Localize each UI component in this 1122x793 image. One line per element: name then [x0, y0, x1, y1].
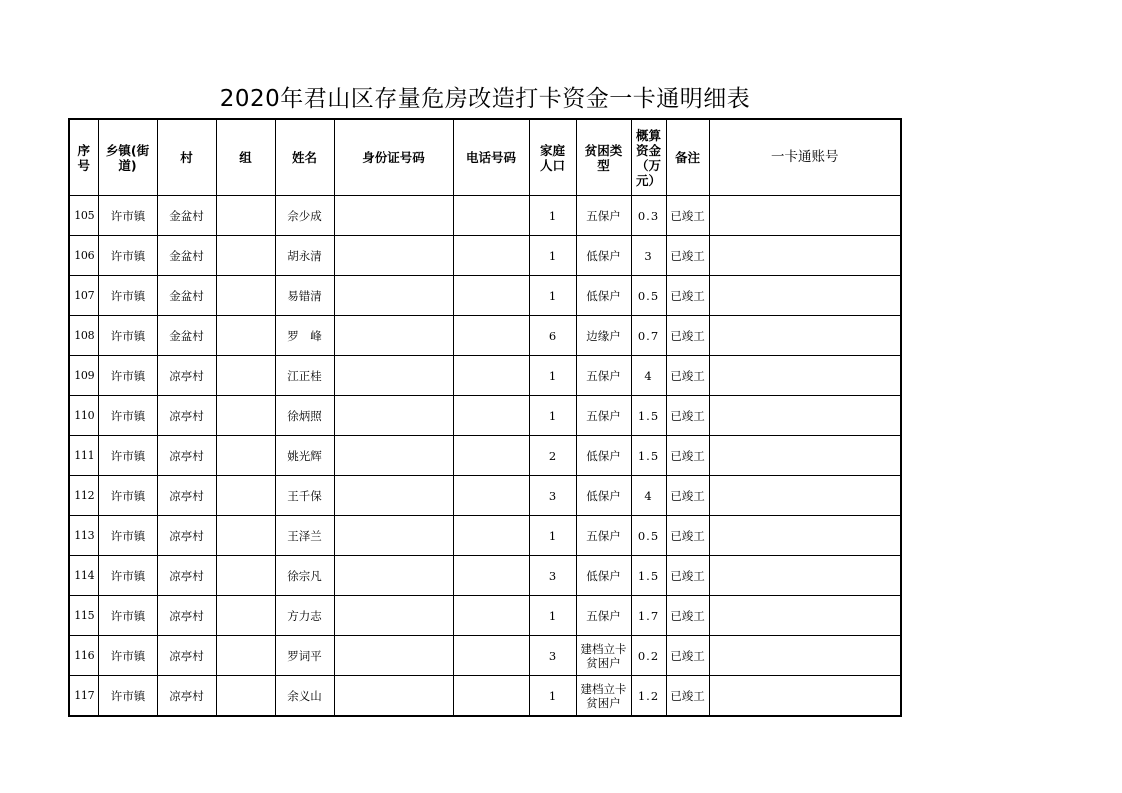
cell-village: 凉亭村 — [157, 516, 216, 556]
cell-name: 徐宗凡 — [275, 556, 334, 596]
cell-account — [709, 516, 901, 556]
cell-account — [709, 316, 901, 356]
cell-poverty-type: 五保户 — [576, 396, 631, 436]
cell-town: 许市镇 — [98, 636, 157, 676]
cell-account — [709, 356, 901, 396]
cell-account — [709, 676, 901, 717]
cell-village: 凉亭村 — [157, 436, 216, 476]
cell-town: 许市镇 — [98, 236, 157, 276]
cell-group — [216, 236, 275, 276]
table-row — [69, 396, 901, 436]
cell-poverty-type: 边缘户 — [576, 316, 631, 356]
cell-household: 3 — [529, 556, 576, 596]
cell-id-number — [334, 476, 453, 516]
table-row — [69, 636, 901, 676]
cell-id-number — [334, 276, 453, 316]
header-id-number: 身份证号码 — [334, 119, 453, 196]
cell-phone — [453, 676, 529, 717]
cell-fund: 1.7 — [631, 596, 666, 636]
cell-name: 余义山 — [275, 676, 334, 717]
cell-fund: 0.5 — [631, 516, 666, 556]
header-index: 序号 — [69, 119, 98, 196]
header-account: 一卡通账号 — [709, 119, 901, 196]
cell-index: 109 — [69, 356, 98, 396]
cell-household: 2 — [529, 436, 576, 476]
cell-town: 许市镇 — [98, 676, 157, 717]
cell-id-number — [334, 356, 453, 396]
cell-poverty-type: 五保户 — [576, 356, 631, 396]
cell-phone — [453, 476, 529, 516]
cell-account — [709, 476, 901, 516]
cell-phone — [453, 596, 529, 636]
cell-index: 113 — [69, 516, 98, 556]
cell-group — [216, 636, 275, 676]
cell-note: 已竣工 — [666, 236, 709, 276]
cell-household: 1 — [529, 596, 576, 636]
table-row — [69, 196, 901, 236]
cell-town: 许市镇 — [98, 396, 157, 436]
cell-village: 凉亭村 — [157, 676, 216, 717]
cell-poverty-type: 低保户 — [576, 436, 631, 476]
table-row — [69, 316, 901, 356]
cell-village: 凉亭村 — [157, 636, 216, 676]
cell-village: 金盆村 — [157, 276, 216, 316]
cell-household: 1 — [529, 516, 576, 556]
cell-account — [709, 596, 901, 636]
cell-poverty-type: 五保户 — [576, 196, 631, 236]
cell-group — [216, 596, 275, 636]
cell-index: 112 — [69, 476, 98, 516]
cell-account — [709, 396, 901, 436]
cell-town: 许市镇 — [98, 436, 157, 476]
cell-household: 1 — [529, 396, 576, 436]
cell-id-number — [334, 316, 453, 356]
cell-id-number — [334, 596, 453, 636]
header-row — [69, 119, 901, 196]
cell-poverty-type: 五保户 — [576, 516, 631, 556]
cell-household: 1 — [529, 236, 576, 276]
cell-town: 许市镇 — [98, 196, 157, 236]
cell-id-number — [334, 236, 453, 276]
cell-fund: 0.3 — [631, 196, 666, 236]
cell-index: 108 — [69, 316, 98, 356]
cell-account — [709, 436, 901, 476]
header-household: 家庭人口 — [529, 119, 576, 196]
cell-fund: 4 — [631, 476, 666, 516]
cell-id-number — [334, 556, 453, 596]
cell-group — [216, 316, 275, 356]
cell-note: 已竣工 — [666, 676, 709, 717]
cell-group — [216, 676, 275, 717]
cell-id-number — [334, 636, 453, 676]
table-row — [69, 436, 901, 476]
cell-index: 114 — [69, 556, 98, 596]
cell-index: 117 — [69, 676, 98, 717]
cell-account — [709, 196, 901, 236]
cell-village: 凉亭村 — [157, 556, 216, 596]
cell-note: 已竣工 — [666, 276, 709, 316]
cell-name: 易错清 — [275, 276, 334, 316]
cell-phone — [453, 276, 529, 316]
table-row — [69, 276, 901, 316]
cell-index: 116 — [69, 636, 98, 676]
cell-village: 凉亭村 — [157, 596, 216, 636]
cell-name: 徐炳照 — [275, 396, 334, 436]
cell-household: 6 — [529, 316, 576, 356]
cell-household: 1 — [529, 196, 576, 236]
cell-note: 已竣工 — [666, 436, 709, 476]
cell-village: 金盆村 — [157, 316, 216, 356]
cell-fund: 1.2 — [631, 676, 666, 717]
cell-account — [709, 276, 901, 316]
header-name: 姓名 — [275, 119, 334, 196]
table-row — [69, 516, 901, 556]
cell-name: 王千保 — [275, 476, 334, 516]
cell-group — [216, 436, 275, 476]
cell-group — [216, 396, 275, 436]
header-fund: 概算资金（万元） — [631, 119, 666, 196]
cell-village: 金盆村 — [157, 236, 216, 276]
cell-fund: 1.5 — [631, 396, 666, 436]
cell-household: 1 — [529, 356, 576, 396]
cell-account — [709, 556, 901, 596]
cell-town: 许市镇 — [98, 516, 157, 556]
header-group: 组 — [216, 119, 275, 196]
cell-phone — [453, 316, 529, 356]
detail-table — [68, 118, 902, 717]
cell-index: 106 — [69, 236, 98, 276]
cell-group — [216, 276, 275, 316]
header-phone: 电话号码 — [453, 119, 529, 196]
table-row — [69, 556, 901, 596]
table-row — [69, 676, 901, 717]
cell-village: 金盆村 — [157, 196, 216, 236]
cell-name: 佘少成 — [275, 196, 334, 236]
header-poverty-type: 贫困类型 — [576, 119, 631, 196]
cell-poverty-type: 低保户 — [576, 236, 631, 276]
cell-poverty-type: 低保户 — [576, 476, 631, 516]
cell-village: 凉亭村 — [157, 396, 216, 436]
cell-poverty-type: 低保户 — [576, 556, 631, 596]
cell-index: 115 — [69, 596, 98, 636]
cell-town: 许市镇 — [98, 476, 157, 516]
cell-town: 许市镇 — [98, 356, 157, 396]
cell-index: 105 — [69, 196, 98, 236]
cell-note: 已竣工 — [666, 476, 709, 516]
cell-poverty-type: 建档立卡贫困户 — [576, 676, 631, 717]
cell-fund: 1.5 — [631, 556, 666, 596]
cell-account — [709, 636, 901, 676]
cell-poverty-type: 建档立卡贫困户 — [576, 636, 631, 676]
cell-town: 许市镇 — [98, 556, 157, 596]
cell-name: 胡永清 — [275, 236, 334, 276]
cell-note: 已竣工 — [666, 556, 709, 596]
cell-village: 凉亭村 — [157, 356, 216, 396]
table-row — [69, 596, 901, 636]
cell-note: 已竣工 — [666, 356, 709, 396]
cell-town: 许市镇 — [98, 596, 157, 636]
cell-phone — [453, 556, 529, 596]
cell-name: 罗词平 — [275, 636, 334, 676]
cell-phone — [453, 396, 529, 436]
cell-note: 已竣工 — [666, 636, 709, 676]
cell-index: 111 — [69, 436, 98, 476]
cell-fund: 0.2 — [631, 636, 666, 676]
cell-name: 江正桂 — [275, 356, 334, 396]
cell-note: 已竣工 — [666, 196, 709, 236]
cell-note: 已竣工 — [666, 516, 709, 556]
cell-fund: 4 — [631, 356, 666, 396]
cell-id-number — [334, 676, 453, 717]
cell-fund: 0.5 — [631, 276, 666, 316]
table-row — [69, 476, 901, 516]
cell-group — [216, 556, 275, 596]
cell-group — [216, 516, 275, 556]
cell-group — [216, 476, 275, 516]
cell-id-number — [334, 196, 453, 236]
cell-phone — [453, 436, 529, 476]
cell-village: 凉亭村 — [157, 476, 216, 516]
cell-town: 许市镇 — [98, 316, 157, 356]
table-body — [69, 196, 901, 717]
cell-name: 方力志 — [275, 596, 334, 636]
document-title: 2020年君山区存量危房改造打卡资金一卡通明细表 — [219, 86, 751, 112]
cell-group — [216, 356, 275, 396]
cell-note: 已竣工 — [666, 316, 709, 356]
header-town: 乡镇(街道) — [98, 119, 157, 196]
cell-note: 已竣工 — [666, 396, 709, 436]
cell-id-number — [334, 396, 453, 436]
cell-phone — [453, 356, 529, 396]
cell-phone — [453, 636, 529, 676]
cell-fund: 1.5 — [631, 436, 666, 476]
cell-town: 许市镇 — [98, 276, 157, 316]
cell-name: 罗 峰 — [275, 316, 334, 356]
cell-name: 王泽兰 — [275, 516, 334, 556]
cell-household: 1 — [529, 676, 576, 717]
cell-household: 1 — [529, 276, 576, 316]
cell-household: 3 — [529, 636, 576, 676]
cell-id-number — [334, 516, 453, 556]
cell-phone — [453, 196, 529, 236]
cell-poverty-type: 低保户 — [576, 276, 631, 316]
header-village: 村 — [157, 119, 216, 196]
cell-fund: 3 — [631, 236, 666, 276]
cell-index: 110 — [69, 396, 98, 436]
cell-name: 姚光辉 — [275, 436, 334, 476]
header-note: 备注 — [666, 119, 709, 196]
table-row — [69, 356, 901, 396]
cell-account — [709, 236, 901, 276]
cell-fund: 0.7 — [631, 316, 666, 356]
cell-note: 已竣工 — [666, 596, 709, 636]
cell-group — [216, 196, 275, 236]
table-row — [69, 236, 901, 276]
cell-poverty-type: 五保户 — [576, 596, 631, 636]
cell-household: 3 — [529, 476, 576, 516]
cell-id-number — [334, 436, 453, 476]
cell-phone — [453, 236, 529, 276]
cell-phone — [453, 516, 529, 556]
cell-index: 107 — [69, 276, 98, 316]
